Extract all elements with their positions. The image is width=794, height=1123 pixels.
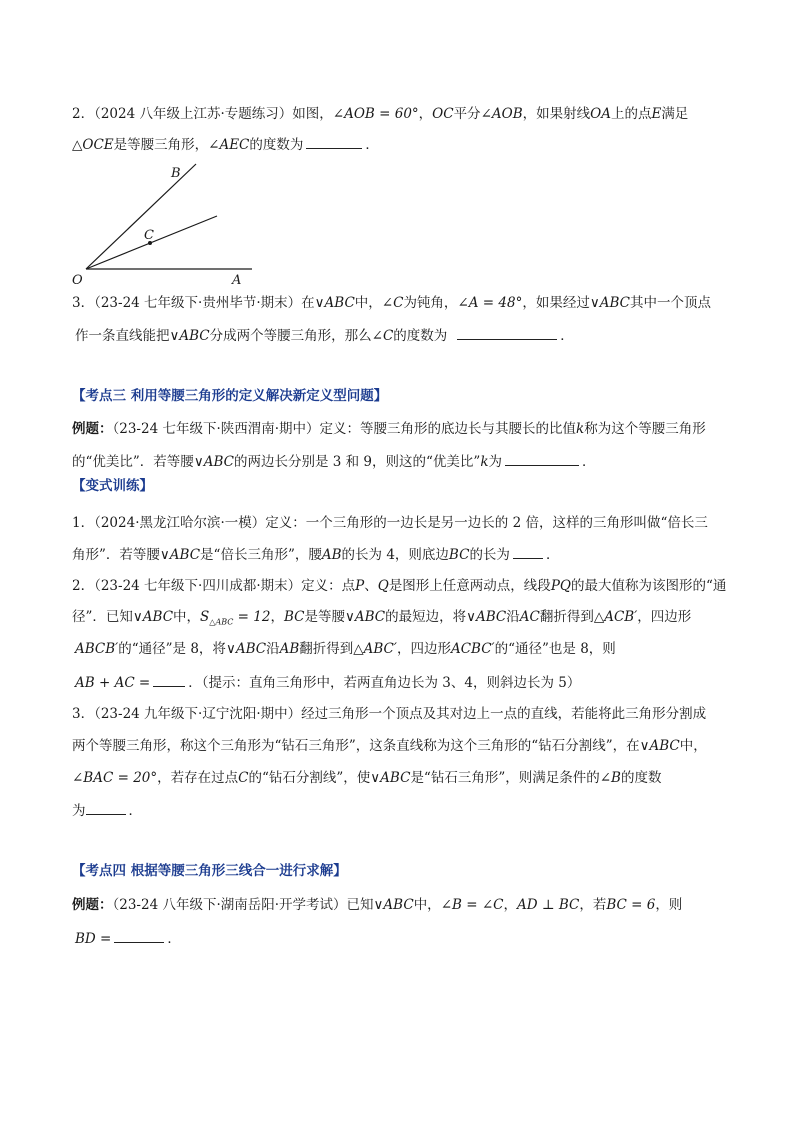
- math: P: [355, 578, 365, 594]
- answer-blank[interactable]: [306, 134, 362, 149]
- math: ∨ABC: [589, 295, 630, 311]
- p3-line-1: 3．（23-24 九年级下·辽宁沈阳·期中）经过三角形一个顶点及其对边上一点的直线，若能将此三角形分割成: [72, 706, 707, 722]
- math: ∨ABC: [225, 641, 267, 657]
- text: ．: [560, 328, 574, 344]
- text: 是等腰三角形，: [113, 137, 209, 153]
- math: AB: [279, 641, 300, 657]
- text: ．（提示：直角三角形中，若两直角边长为 3、4，则斜边长为 5）: [188, 675, 581, 691]
- answer-blank[interactable]: [153, 672, 185, 687]
- math: OA: [590, 106, 611, 122]
- q2-text: 2．（2024 八年级上江苏·专题练习）如图，: [72, 106, 333, 122]
- math: ∠A = 48°: [457, 295, 523, 311]
- label-c: C: [144, 228, 154, 243]
- text: 的“优美比”．若等腰: [72, 454, 194, 470]
- text: ．: [545, 547, 560, 563]
- example-label: 例题：: [72, 897, 113, 913]
- math: BD =: [75, 931, 112, 947]
- section-4-heading: 【考点四 根据等腰三角形三线合一进行求解】: [72, 863, 347, 879]
- text: 中，: [413, 897, 441, 913]
- math: = 12: [233, 609, 271, 625]
- math: ∨ABC: [466, 609, 507, 625]
- text: ，四边形: [637, 609, 692, 625]
- text: 的两边长分别是 3 和 9，则这的“优美比”: [233, 454, 481, 470]
- text: 两个等腰三角形，称这个三角形为“钻石三角形”，这条直线称为这个三角形的“钻石分割线”，在: [72, 738, 640, 754]
- math: AB + AC =: [75, 675, 151, 691]
- angle-figure: [66, 160, 266, 290]
- text: ，若存在过点: [157, 770, 239, 786]
- math: ∨ABC: [169, 328, 210, 344]
- text: 作一条直线能把: [75, 328, 170, 344]
- text: 分成两个等腰三角形，那么: [209, 328, 372, 344]
- text: ，则: [655, 897, 683, 913]
- p1-line-2: [72, 544, 559, 565]
- text: 是等腰: [304, 609, 345, 625]
- math: ∠C: [371, 328, 394, 344]
- math: ∨ABC: [159, 547, 201, 563]
- text: ，: [503, 897, 517, 913]
- text: 的“通径”是 8，将: [118, 641, 226, 657]
- text: （23-24 八年级下·湖南岳阳·开学考试）已知: [112, 897, 374, 913]
- text: 翻折得到: [539, 609, 594, 625]
- text: 为钝角，: [403, 295, 458, 311]
- math: S: [200, 609, 210, 625]
- q2-line-2: [72, 134, 379, 155]
- label-b: B: [171, 166, 181, 181]
- label-a: A: [232, 273, 242, 288]
- text: ．: [167, 931, 181, 947]
- math: ∨ABC: [639, 738, 680, 754]
- math: AD ⊥ BC: [516, 897, 580, 913]
- math: ∨ABC: [193, 454, 234, 470]
- answer-blank[interactable]: [457, 325, 557, 340]
- math: ∠C: [381, 295, 404, 311]
- text: 满足: [661, 106, 689, 122]
- math: ∠BAC = 20°: [72, 770, 158, 786]
- p3-line-3: [72, 768, 661, 788]
- math: k: [576, 421, 585, 437]
- p3-line-2: [72, 736, 707, 756]
- math: ABCB′: [75, 641, 119, 657]
- math: PQ: [550, 578, 571, 594]
- math: ∨ABC: [132, 609, 174, 625]
- math: Q: [377, 578, 389, 594]
- math: ∨ABC: [370, 770, 411, 786]
- q3-line-2: [75, 325, 574, 346]
- q2-line-1: [72, 104, 688, 124]
- math: ∠B = ∠C: [440, 897, 504, 913]
- text: ，四边形: [396, 641, 451, 657]
- math: ∨ABC: [314, 295, 355, 311]
- p1-line-1: 1．（2024·黑龙江哈尔滨·一模）定义：一个三角形的一边长是另一边长的 2 倍，这样的三角形叫做“倍长三: [72, 515, 708, 531]
- math: AC: [519, 609, 540, 625]
- text: 角形”．若等腰: [72, 547, 160, 563]
- answer-blank[interactable]: [86, 800, 126, 815]
- text: ，若: [579, 897, 607, 913]
- p2-line-3: [75, 639, 616, 659]
- text: 2．（23-24 七年级下·四川成都·期末）定义：点: [72, 578, 356, 594]
- text: 的“通径”也是 8，则: [494, 641, 616, 657]
- math: ∠AEC: [208, 137, 250, 153]
- text: 是“钻石三角形”，则满足条件的: [410, 770, 600, 786]
- p3-line-4: [72, 800, 142, 821]
- text: 的最大值称为该图形的“通: [570, 578, 727, 594]
- text: 其中一个顶点: [629, 295, 711, 311]
- math: OC: [432, 106, 454, 122]
- p2-line-2: [72, 607, 691, 633]
- math: k: [480, 454, 489, 470]
- text: 中，: [679, 738, 707, 754]
- text: 的“钻石分割线”，使: [248, 770, 371, 786]
- text: 是图形上任意两动点，线段: [388, 578, 551, 594]
- math: E: [651, 106, 662, 122]
- p2-line-4: [75, 672, 580, 693]
- section-3-heading: 【考点三 利用等腰三角形的定义解决新定义型问题】: [72, 388, 388, 404]
- math: BC: [283, 609, 305, 625]
- text: 上的点: [610, 106, 652, 122]
- math: BC: [448, 547, 470, 563]
- answer-blank[interactable]: [114, 928, 164, 943]
- text: ．: [582, 454, 596, 470]
- math: AB: [321, 547, 342, 563]
- text: ，: [270, 609, 284, 625]
- text: 的最短边，将: [385, 609, 467, 625]
- math: △ABC′: [353, 641, 397, 657]
- math: ACBC′: [450, 641, 495, 657]
- subscript: △ABC: [209, 617, 234, 627]
- text: 中，: [173, 609, 201, 625]
- text: 为: [488, 454, 502, 470]
- math: ∠AOB: [480, 106, 523, 122]
- answer-blank[interactable]: [513, 544, 543, 559]
- section-4-example-line-1: [72, 895, 682, 915]
- text: 沿: [266, 641, 280, 657]
- text: 称为这个等腰三角形: [584, 421, 706, 437]
- section-3-example-line-2: [72, 451, 596, 472]
- text: 是“倍长三角形”，腰: [200, 547, 322, 563]
- math: C: [238, 770, 249, 786]
- text: （23-24 七年级下·陕西渭南·期中）定义：等腰三角形的底边长与其腰长的比值: [112, 421, 577, 437]
- text: 平分: [453, 106, 481, 122]
- text: 、: [364, 578, 378, 594]
- math: ∠AOB = 60°: [332, 106, 419, 122]
- text: ，: [418, 106, 433, 122]
- text: ．: [365, 137, 379, 153]
- answer-blank[interactable]: [505, 451, 579, 466]
- text: ．: [128, 803, 142, 819]
- text: 3．（23-24 七年级下·贵州毕节·期末）在: [72, 295, 315, 311]
- math: △ACB′: [593, 609, 638, 625]
- text: 沿: [506, 609, 520, 625]
- text: 的度数: [620, 770, 662, 786]
- label-o: O: [72, 273, 83, 288]
- q3-line-1: [72, 293, 711, 313]
- math: ∨ABC: [373, 897, 414, 913]
- section-3-example-line-1: [72, 419, 706, 439]
- math: ∠B: [599, 770, 621, 786]
- section-4-example-line-2: [75, 928, 181, 949]
- text: 的度数为: [393, 328, 448, 344]
- math: △OCE: [72, 137, 114, 153]
- p2-line-1: [72, 576, 726, 596]
- text: 的长为 4，则底边: [341, 547, 449, 563]
- text: 径”．已知: [72, 609, 133, 625]
- example-label: 例题：: [72, 421, 113, 437]
- math: ∨ABC: [344, 609, 386, 625]
- text: 为: [72, 803, 86, 819]
- text: 翻折得到: [299, 641, 354, 657]
- text: ，如果经过: [522, 295, 590, 311]
- text: 中，: [354, 295, 382, 311]
- math: BC = 6: [606, 897, 656, 913]
- text: 的长为: [469, 547, 510, 563]
- practice-heading: 【变式训练】: [72, 478, 153, 494]
- text: ，如果射线: [522, 106, 591, 122]
- text: 的度数为: [249, 137, 304, 153]
